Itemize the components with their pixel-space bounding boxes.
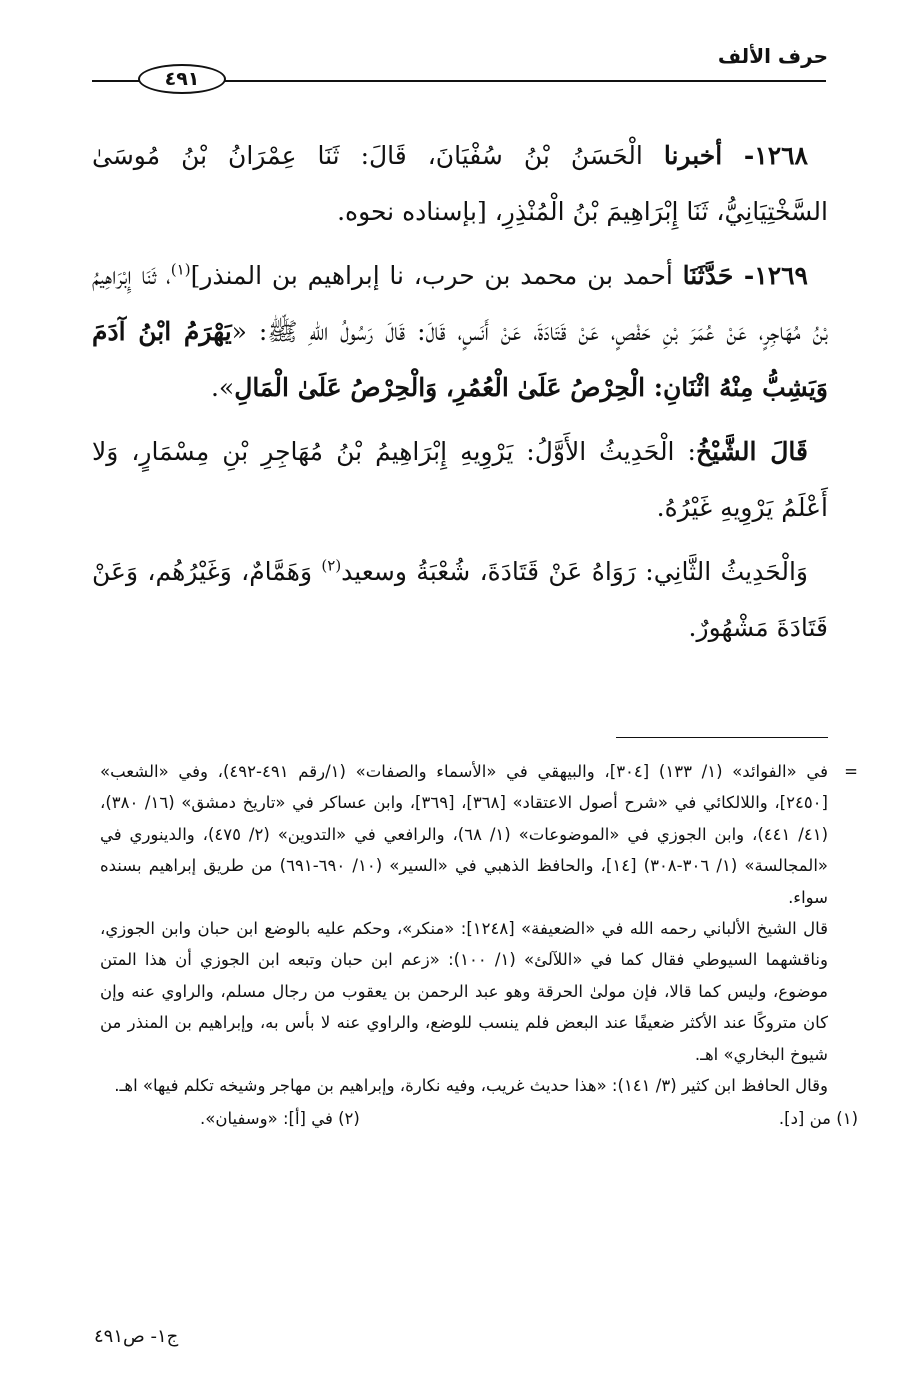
shaykh-text: : الْحَدِيثُ الأَوَّلُ: يَرْوِيهِ إِبْرَاهِيمُ بْنُ مُهَاجِرِ بْنِ مِسْمَارٍ، وَلا أَعْلَمُ يَرْوِيهِ غَيْرُهُ.: [92, 437, 828, 522]
continuation-mark: =: [844, 762, 858, 781]
hadith-1269: [92, 248, 828, 416]
footnote-albani: قال الشيخ الألباني رحمه الله في «الضعيفة» [١٢٤٨]: «منكر»، وحكم عليه بالوضع ابن حبان وابن الجوزي، وناقشهما السيوطي فقال كما في «اللآلئ» (١/ ١٠٠): «زعم ابن حبان وتبعه ابن الجوزي أن هذا المتن موضوع، وليس كما قالا، فإن مولىٰ الحرقة وهو عبد الرحمن بن يعقوب من رجال مسلم، والراوي عنه وإن كان متروكًا عند الأكثر ضعيفًا عند البعض فلم ينسب للوضع، والراوي عنه لا بأس به، وإبراهيم بن المنذر من شيوخ البخاري» اهـ.: [100, 919, 828, 1064]
second-hadith-comment: [92, 544, 828, 656]
footnote-continuation: [100, 756, 858, 913]
footnote-ref-2[interactable]: (٢): [321, 556, 342, 575]
hadith-number: ١٢٦٩-: [733, 261, 808, 290]
footer-page-reference: ج١- ص٤٩١: [94, 1326, 179, 1347]
shaykh-keyword: قَالَ الشَّيْخُ: [695, 437, 809, 466]
hadith-number: ١٢٦٨-: [722, 141, 808, 170]
second-text-b: وَهَمَّامٌ، وَغَيْرُهُم، وَعَنْ قَتَادَةَ مَشْهُورٌ.: [92, 557, 828, 642]
footnote-continuation-text: في «الفوائد» (١/ ١٣٣) [٣٠٤]، والبيهقي في «الأسماء والصفات» (١/رقم ٤٩١-٤٩٢)، وفي «الشعب» [٢٤٥٠]، واللالكائي في «شرح أصول الاعتقاد» [٣٦٨]، [٣٦٩]، وابن عساكر في «تاريخ دمشق» (١٦/ ٣٨٠)، (٤١/ ٤٤١)، وابن الجوزي في «الموضوعات» (١/ ٦٨)، والرافعي في «التدوين» (٢/ ٤٧٥)، والدينوري في «المجالسة» (١/ ٣٠٦-٣٠٨) [١٤]، والحافظ الذهبي في «السير» (١٠/ ٦٩٠-٦٩١) من طريق إبراهيم بسنده سواء.: [100, 762, 829, 907]
footnote-2: (٢) في [أ]: «وسفيان».: [200, 1109, 360, 1129]
isnad-text: الْحَسَنُ بْنُ سُفْيَانَ، قَالَ: ثَنَا عِمْرَانُ بْنُ مُوسَىٰ السَّخْتِيَانِيُّ، ثَنَا إِبْرَاهِيمَ بْنُ الْمُنْذِرِ، [بإسناده نحوه.: [92, 141, 828, 226]
hadith-matn: يَهْرَمُ ابْنُ آدَمَ وَيَشِبُّ مِنْهُ اثْنَانِ: الْحِرْصُ عَلَىٰ الْعُمُرِ، وَالْحِرْصُ عَلَىٰ الْمَالِ: [92, 317, 828, 402]
footnotes: [100, 756, 858, 1135]
transmission-keyword: أخبرنا: [663, 141, 723, 170]
second-text-a: وَالْحَدِيثُ الثَّانِي: رَوَاهُ عَنْ قَتَادَةَ، شُعْبَةُ وسعيد: [341, 557, 808, 586]
shaykh-comment: [92, 424, 828, 536]
page-number-badge: [138, 64, 226, 94]
page-number: ٤٩١: [164, 68, 200, 90]
hadith-1268: [92, 128, 828, 240]
isnad-text: أحمد بن محمد بن حرب، نا إبراهيم بن المنذر]: [190, 261, 683, 290]
main-text: [92, 128, 828, 664]
isnad-text-cont: ، ثَنَا إِبْرَاهِيمُ بْنُ مُهَاجِرٍ، عَنْ عُمَرَ بْنِ حَفْصٍ، عَنْ قَتَادَةَ، عَنْ أَنَسٍ، قَالَ: قَالَ رَسُولُ اللهِ ﷺ: «: [92, 261, 828, 346]
chapter-title: حرف الألف: [717, 44, 828, 68]
transmission-keyword: حَدَّثَنَا: [682, 261, 734, 290]
footnote-separator: [616, 737, 828, 738]
footnote-1: (١) من [د].: [778, 1109, 858, 1129]
footnote-ref-1[interactable]: (١): [170, 260, 191, 279]
footnote-row: [100, 1103, 858, 1134]
closing-quote: ».: [210, 373, 235, 402]
footnote-ibn-kathir: وقال الحافظ ابن كثير (٣/ ١٤١): «هذا حديث غريب، وفيه نكارة، وإبراهيم بن مهاجر وشيخه تكلم فيها» اهـ.: [114, 1076, 828, 1096]
